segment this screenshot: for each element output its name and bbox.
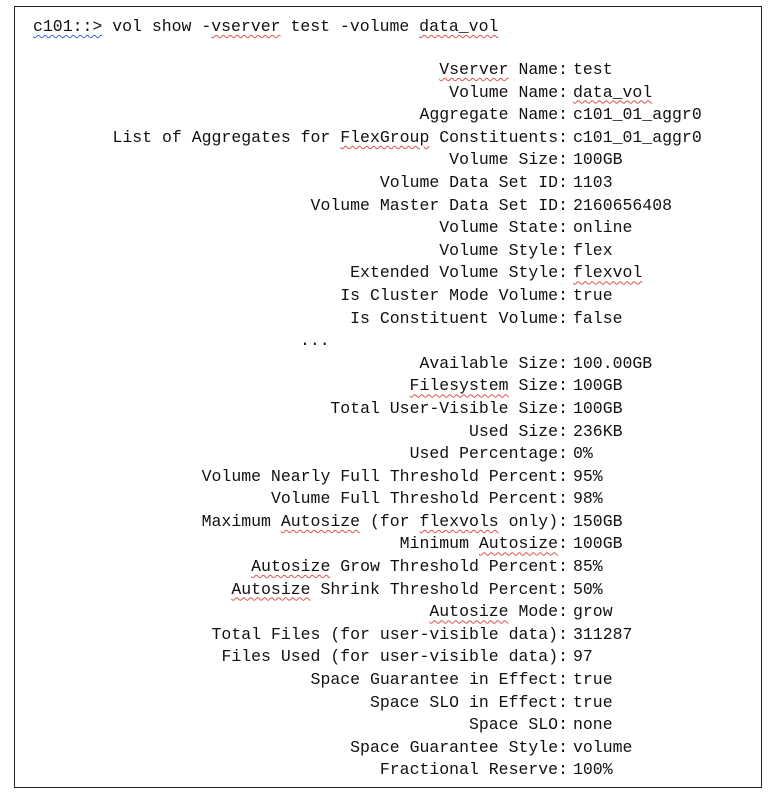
label-text: Minimum xyxy=(399,534,479,554)
property-row xyxy=(15,646,761,669)
value-text: 100GB xyxy=(573,376,623,396)
property-label xyxy=(429,601,568,624)
label-text: Space SLO: xyxy=(468,715,568,735)
property-value xyxy=(573,714,613,737)
property-value xyxy=(573,217,632,240)
value-text: true xyxy=(573,692,613,712)
property-value xyxy=(573,624,632,647)
property-row xyxy=(15,624,761,647)
label-text: Is Cluster Mode Volume: xyxy=(340,285,568,305)
property-label xyxy=(330,398,568,421)
command-volume-token: data_vol xyxy=(419,17,499,36)
property-label xyxy=(469,714,568,737)
property-row xyxy=(15,353,761,376)
value-text: 95% xyxy=(573,466,603,486)
label-spellcheck-word: Autosize xyxy=(251,557,331,577)
command-vserver-token: vserver xyxy=(211,17,281,36)
label-text: Size: xyxy=(508,376,568,396)
label-spellcheck-word: FlexGroup xyxy=(340,127,430,147)
property-label xyxy=(439,59,568,82)
value-text: test xyxy=(573,60,613,79)
property-row xyxy=(15,127,761,150)
value-text: grow xyxy=(573,602,613,622)
label-text: Name: xyxy=(508,60,568,79)
property-label xyxy=(221,646,568,669)
label-text: Used Size: xyxy=(468,421,568,441)
property-value xyxy=(573,127,702,150)
property-row xyxy=(15,149,761,172)
property-value xyxy=(573,285,613,308)
label-text: List of Aggregates for xyxy=(112,127,341,147)
value-text: flex xyxy=(573,240,613,260)
property-row xyxy=(15,285,761,308)
value-text: false xyxy=(573,308,623,328)
label-text: Volume Style: xyxy=(439,240,568,260)
label-text: Volume Name: xyxy=(449,82,568,102)
label-text: Used Percentage: xyxy=(409,444,568,464)
label-text: only): xyxy=(498,511,568,531)
value-text: online xyxy=(573,218,633,238)
label-text: Fractional Reserve: xyxy=(379,760,568,780)
ellipsis-text: ... xyxy=(300,331,330,351)
property-row xyxy=(15,579,761,602)
property-row xyxy=(15,488,761,511)
value-text: 50% xyxy=(573,579,603,599)
property-label xyxy=(439,240,568,263)
property-row xyxy=(15,375,761,398)
property-row xyxy=(15,737,761,760)
property-label xyxy=(380,172,568,195)
command-prompt: c101::> xyxy=(33,17,103,36)
property-value xyxy=(573,149,623,172)
property-label xyxy=(212,624,568,647)
property-label xyxy=(380,759,568,782)
label-text: Available Size: xyxy=(419,353,568,373)
label-text: Constituents: xyxy=(429,127,568,147)
label-text: Volume Master Data Set ID: xyxy=(310,195,568,215)
property-label xyxy=(469,421,568,444)
property-label xyxy=(350,737,568,760)
property-label xyxy=(202,466,568,489)
property-value xyxy=(573,601,613,624)
label-text: Space Guarantee Style: xyxy=(350,737,568,757)
value-text: 2160656408 xyxy=(573,195,673,215)
property-value xyxy=(573,533,623,556)
label-text: (for xyxy=(360,511,420,531)
volume-properties-list xyxy=(15,59,761,782)
label-text: Total Files (for user-visible data): xyxy=(211,624,568,644)
value-spellcheck-word: data_vol xyxy=(573,82,653,102)
property-row xyxy=(15,308,761,331)
property-row xyxy=(15,669,761,692)
value-text: c101_01_aggr0 xyxy=(573,127,702,147)
label-text: Total User-Visible Size: xyxy=(330,398,568,418)
property-value xyxy=(573,443,593,466)
property-value xyxy=(573,511,623,534)
property-label xyxy=(449,149,568,172)
property-value xyxy=(573,82,652,105)
property-label xyxy=(113,127,569,150)
property-label xyxy=(311,669,568,692)
property-value xyxy=(573,646,593,669)
value-text: 100% xyxy=(573,760,613,780)
property-label xyxy=(449,82,568,105)
property-value xyxy=(573,579,603,602)
property-value xyxy=(573,466,603,489)
label-spellcheck-word: Filesystem xyxy=(409,376,509,396)
label-text: Volume Size: xyxy=(449,150,568,170)
property-label xyxy=(410,375,568,398)
value-text: 150GB xyxy=(573,511,623,531)
value-text: 97 xyxy=(573,647,593,667)
property-value xyxy=(573,353,652,376)
value-text: 85% xyxy=(573,557,603,577)
label-text: Volume Nearly Full Threshold Percent: xyxy=(201,466,568,486)
property-label xyxy=(419,104,568,127)
property-row xyxy=(15,443,761,466)
property-label xyxy=(439,217,568,240)
label-spellcheck-word: Autosize xyxy=(280,511,361,531)
property-row xyxy=(15,195,761,218)
property-value xyxy=(573,488,603,511)
property-row xyxy=(15,511,761,534)
value-text: true xyxy=(573,285,613,305)
property-row xyxy=(15,466,761,489)
value-text: 100GB xyxy=(573,150,623,170)
property-label xyxy=(271,488,568,511)
value-text: 1103 xyxy=(573,172,613,192)
label-spellcheck-word: flexvols xyxy=(419,511,499,531)
property-value xyxy=(573,172,613,195)
property-value xyxy=(573,737,632,760)
property-value xyxy=(573,759,613,782)
property-value xyxy=(573,556,603,579)
value-text: 236KB xyxy=(573,421,623,441)
property-row xyxy=(15,556,761,579)
label-text: Shrink Threshold Percent: xyxy=(310,579,568,599)
value-text: true xyxy=(573,670,613,690)
label-spellcheck-word: Vserver xyxy=(439,60,509,79)
property-row xyxy=(15,59,761,82)
property-label xyxy=(350,262,568,285)
property-row xyxy=(15,533,761,556)
property-row xyxy=(15,172,761,195)
property-row xyxy=(15,217,761,240)
label-text: Volume State: xyxy=(439,218,568,238)
property-row xyxy=(15,714,761,737)
label-spellcheck-word: Autosize xyxy=(231,579,311,599)
terminal-output-frame xyxy=(14,6,762,788)
label-text: Volume Data Set ID: xyxy=(379,172,568,192)
property-value xyxy=(573,240,613,263)
label-text: Is Constituent Volume: xyxy=(350,308,568,328)
property-label xyxy=(231,579,568,602)
property-value xyxy=(573,398,623,421)
label-text: Space SLO in Effect: xyxy=(369,692,568,712)
property-value xyxy=(573,308,623,331)
value-text: volume xyxy=(573,737,633,757)
property-row xyxy=(15,398,761,421)
property-value xyxy=(573,59,613,82)
property-label xyxy=(340,285,568,308)
property-label xyxy=(311,195,568,218)
property-row xyxy=(15,82,761,105)
value-text: none xyxy=(573,715,613,735)
value-text: 98% xyxy=(573,489,603,509)
label-spellcheck-word: Autosize xyxy=(429,602,509,622)
label-text: Grow Threshold Percent: xyxy=(330,557,568,577)
property-label xyxy=(202,511,568,534)
label-text: Extended Volume Style: xyxy=(350,263,568,283)
property-label xyxy=(370,692,568,715)
property-row xyxy=(15,330,761,353)
label-spellcheck-word: Autosize xyxy=(478,534,559,554)
property-row xyxy=(15,240,761,263)
label-text: Files Used (for user-visible data): xyxy=(221,647,568,667)
property-value xyxy=(573,104,702,127)
label-text: : xyxy=(558,534,568,554)
label-text: Space Guarantee in Effect: xyxy=(310,670,568,690)
property-value xyxy=(573,421,623,444)
value-text: 100GB xyxy=(573,398,623,418)
property-value xyxy=(573,375,623,398)
value-text: 311287 xyxy=(573,624,633,644)
property-row xyxy=(15,759,761,782)
label-text: Mode: xyxy=(508,602,568,622)
property-label xyxy=(400,533,568,556)
value-text: c101_01_aggr0 xyxy=(573,105,702,125)
property-label xyxy=(251,556,568,579)
property-label xyxy=(410,443,568,466)
property-row xyxy=(15,262,761,285)
property-row xyxy=(15,601,761,624)
property-value xyxy=(573,262,642,285)
property-row xyxy=(15,692,761,715)
label-text: Maximum xyxy=(201,511,281,531)
property-row xyxy=(15,104,761,127)
value-text: 100.00GB xyxy=(573,353,653,373)
label-text: Volume Full Threshold Percent: xyxy=(270,489,568,509)
property-value xyxy=(573,669,613,692)
property-value xyxy=(573,195,672,218)
command-text-part: test -volume xyxy=(280,17,420,36)
property-label xyxy=(350,308,568,331)
command-line[interactable] xyxy=(33,16,498,39)
property-label xyxy=(419,353,568,376)
property-row xyxy=(15,421,761,444)
value-text: 0% xyxy=(573,444,593,464)
command-text-part: vol show - xyxy=(102,17,212,36)
label-text: Aggregate Name: xyxy=(419,105,568,125)
value-text: 100GB xyxy=(573,534,623,554)
value-spellcheck-word: flexvol xyxy=(573,263,643,283)
property-value xyxy=(573,692,613,715)
